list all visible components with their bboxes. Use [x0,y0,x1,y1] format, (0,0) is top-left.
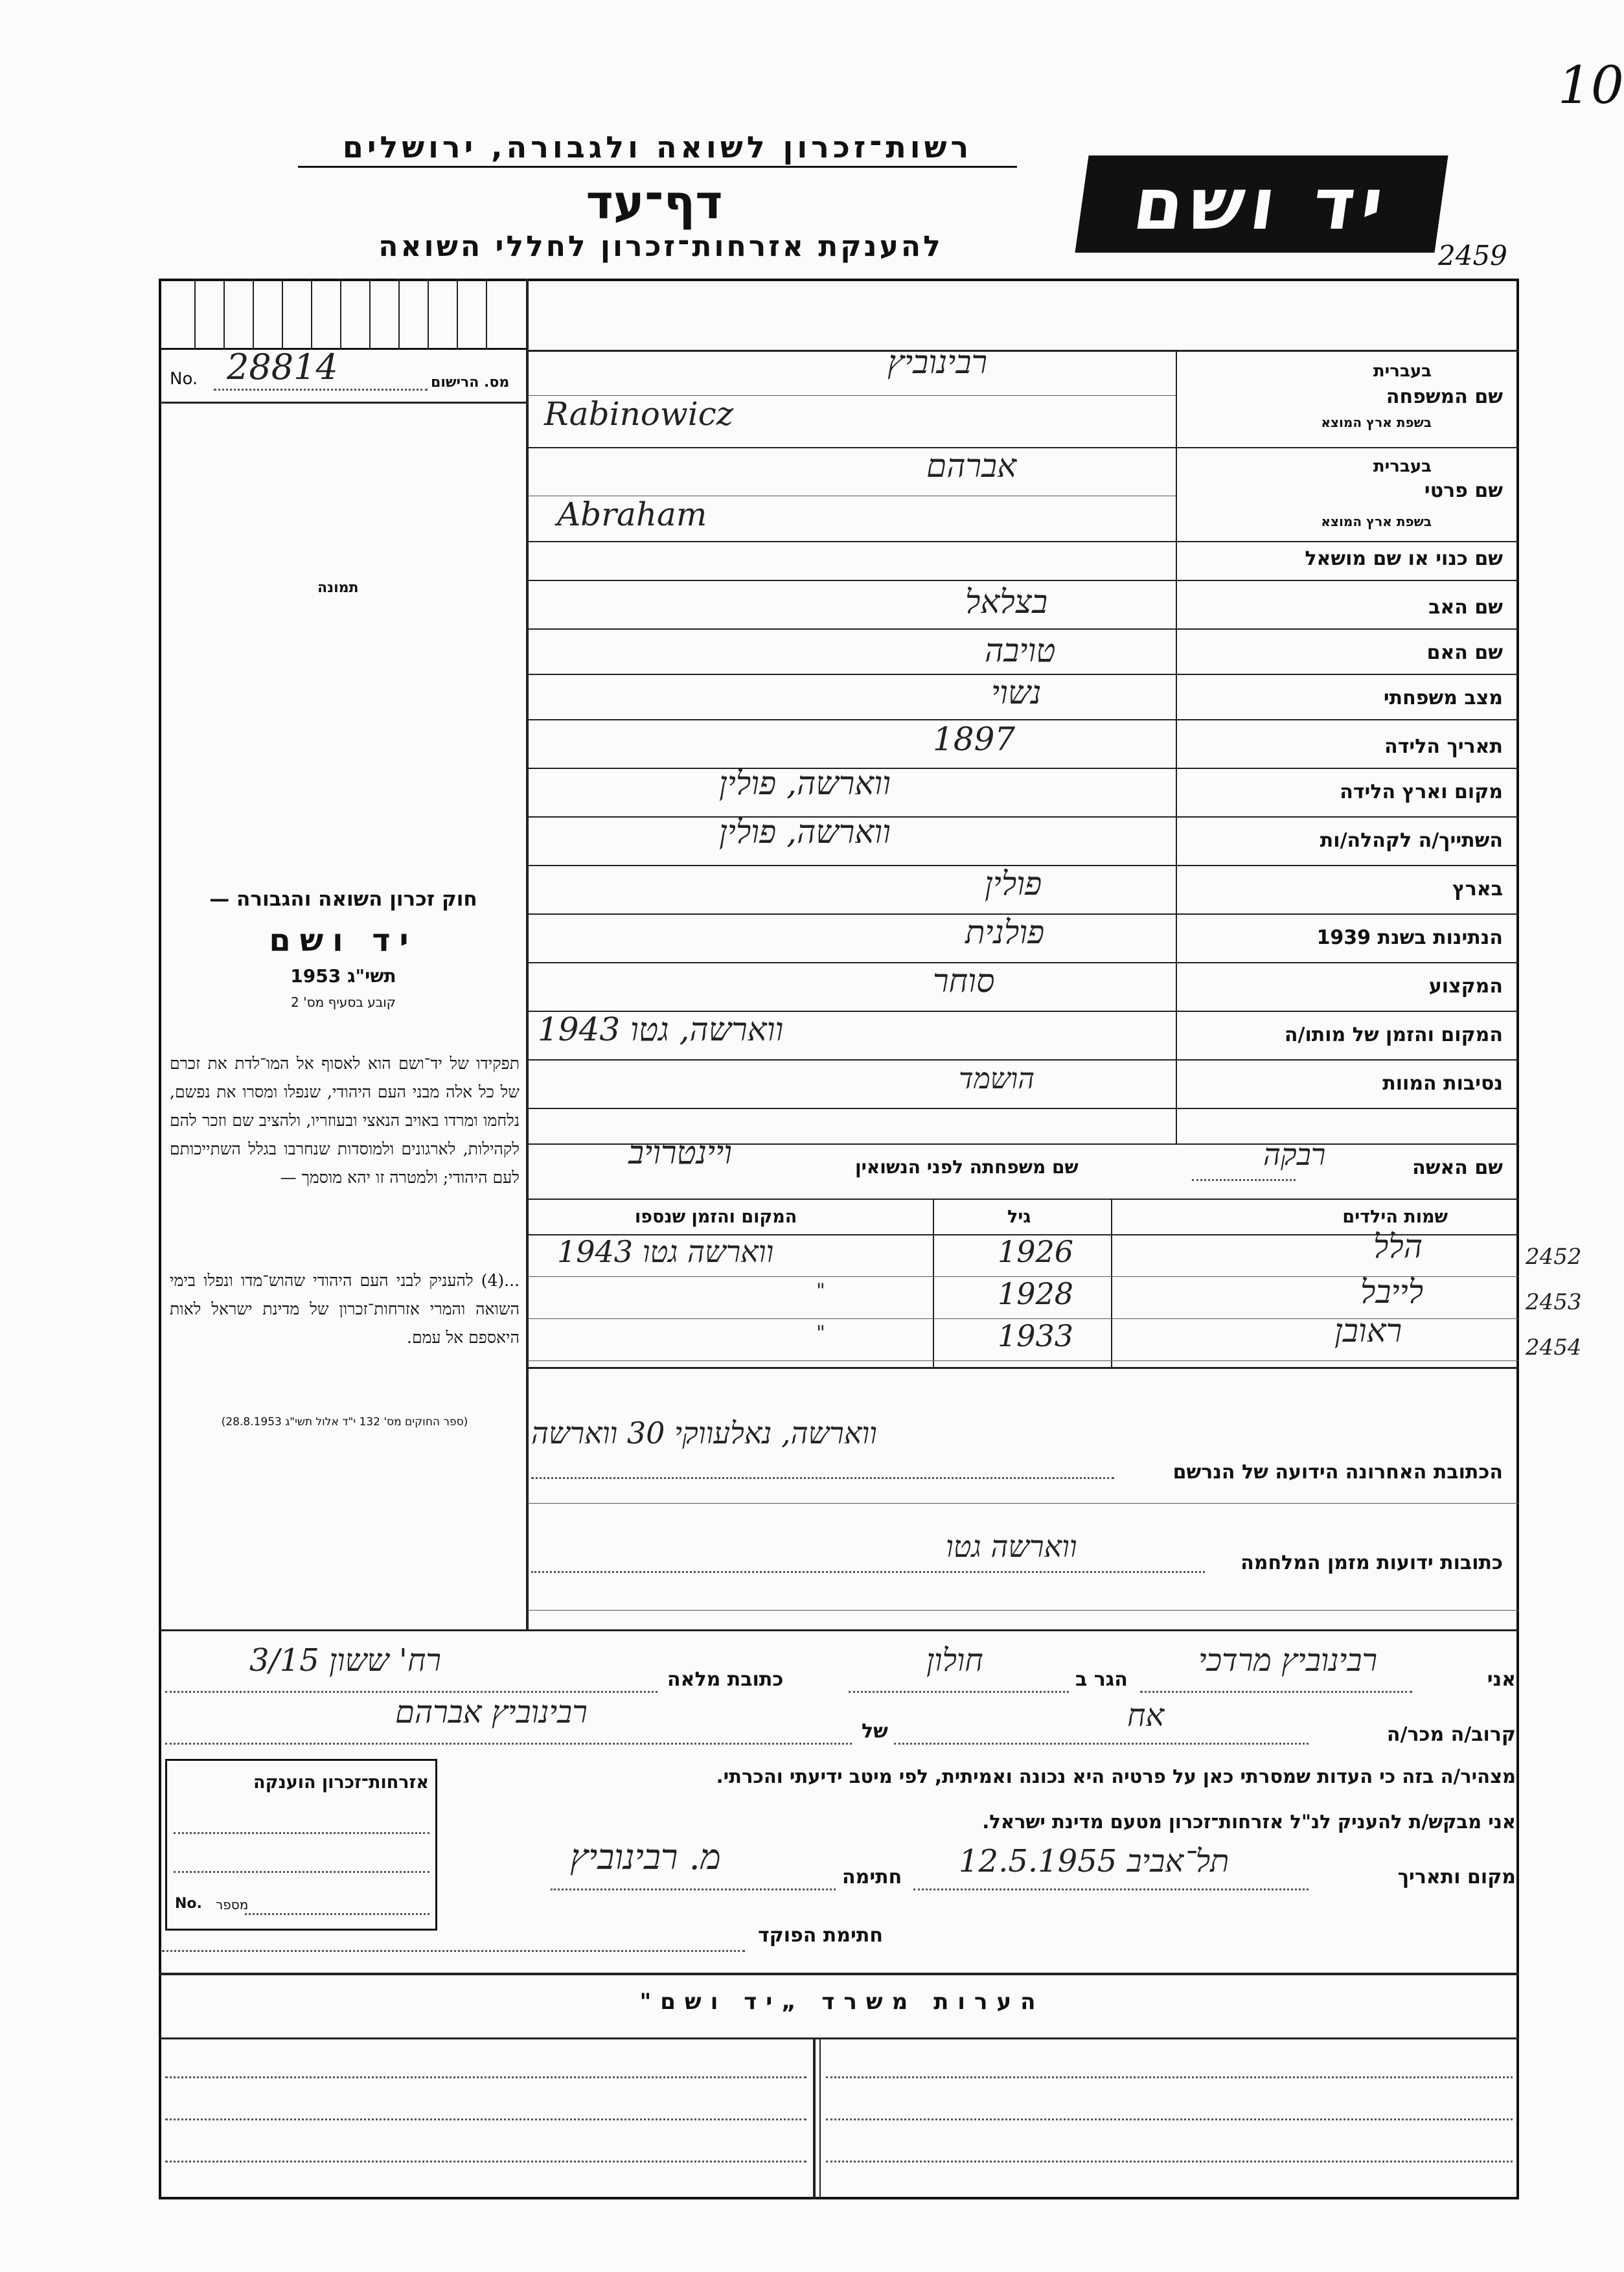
signature-value: מ. רבינוביץ [570,1837,721,1877]
witness-of-label: של [862,1720,888,1743]
last-address-value: ווארשה, נאלעווקי 30 ווארשה [531,1416,877,1451]
mother-label: שם האם [1426,641,1503,664]
firstname-hebrew: אברהם [926,447,1017,485]
law-year: תשי"ג 1953 [290,965,396,987]
maiden-label: שם משפחתה לפני הנשואין [855,1156,1079,1178]
officer-signature-label: חתימת הפוקד [758,1924,883,1947]
surname-origin: Rabinowicz [544,395,734,433]
witness-declaration: מצהיר/ה בזה כי העדות שמסרתי כאן על פרטיה היא נכונה ואמיתית, לפי מיטב ידיעתי והכרתי. [716,1765,1516,1787]
profession-value: סוחר [933,962,995,1000]
profession-label: המקצוע [1428,975,1503,998]
child-2-age: 1928 [998,1276,1074,1311]
surname-label: שם המשפחה [1386,385,1503,408]
witness-relative-label: קרוב/ה מכר/ה [1386,1723,1516,1746]
community-label: השתייך/ה לקהלה/ות [1320,829,1503,852]
death-label: המקום והזמן של מותו/ה [1284,1024,1503,1046]
wife-label: שם האשה [1412,1156,1503,1179]
witness-request: אני מבקש/ת להעניק לנ"ל אזרחות־זכרון מטעם מדינת ישראל. [982,1811,1516,1833]
law-text: תפקידו של יד־ושם הוא לאסוף אל המו־לדת את זכרם של כל אלה מבני העם היהודי, שנפלו ומסרו את נפשם, נלחמו ומרדו באויב הנאצי ובעוזריו, ולהציב שם וזכר להם לקהילות, לארגונים ולמוסדות שנחרבו בגלל השתייכותם לעם היהודי; ולמטרה זו יהא מוסמך — [170,1054,520,1187]
children-header-names: שמות הילדים [1342,1207,1448,1227]
surname-hebrew: רבינוביץ [887,343,988,381]
citizenship-box-number-label: מספר [216,1897,249,1912]
photo-label: תמונה [317,580,359,596]
child-1-place: ווארשה גטו 1943 [557,1234,774,1269]
citizenship-box-title: אזרחות־זכרון הוענקה [253,1773,429,1793]
form-subtitle: להענקת אזרחות־זכרון לחללי השואה [378,230,943,263]
witness-name: רבינוביץ מרדכי [1198,1642,1378,1679]
law-text-2: ...(4) להעניק לבני העם היהודי שהוש־מדו ונפלו בימי השואה והמרי אזרחות־זכרון של מדינת ישראל לאות היאספם אל עמם. [170,1271,520,1347]
birthplace-value: ווארשה, פולין [719,764,891,802]
law-reference: (ספר החוקים מס' 132 י"ד אלול תשי"ג 28.8.1953) [221,1416,468,1429]
father-label: שם האב [1428,596,1503,619]
surname-origin-label: בשפת ארץ המוצא [1321,415,1432,430]
birthplace-label: מקום וארץ הלידה [1340,781,1503,803]
community-value: ווארשה, פולין [719,813,891,851]
registration-no-label: No. [170,369,198,389]
child-1-age: 1926 [998,1234,1074,1269]
witness-i-label: אני [1487,1668,1516,1691]
child-3-place: " [816,1322,825,1344]
registration-number: 28814 [227,347,338,387]
child-3-age: 1933 [998,1318,1074,1353]
law-name: יד ושם [269,923,418,959]
death-cause-label: נסיבות המוות [1382,1072,1503,1095]
law-block [165,888,521,1010]
law-clause: קובע בסעיף מס' 2 [291,994,396,1010]
war-address-value: ווארשה גטו [946,1529,1077,1564]
death-value: ווארשה, גטו 1943 [538,1011,784,1048]
office-remarks-title: הערות משרד „יד ושם" [639,1989,1045,2015]
place-date-label: מקום ותאריך [1397,1866,1516,1888]
firstname-origin: Abraham [557,496,707,533]
country-label: בארץ [1452,878,1503,901]
citizenship-label: הנתינות בשנת 1939 [1316,926,1503,949]
father-value: בצלאל [965,583,1048,621]
child-3-name: ראובן [1334,1312,1402,1349]
left-column-divider [526,279,529,1629]
mother-value: טויבה [985,632,1056,669]
firstname-label: שם פרטי [1424,479,1503,502]
child-1-ref: 2452 [1526,1244,1582,1270]
birthdate-value: 1897 [933,720,1016,758]
page-number: 10 [1558,55,1624,115]
death-cause-value: הושמד [959,1062,1035,1096]
child-2-name: לייבל [1360,1273,1424,1311]
war-address-label: כתובות ידועות מזמן המלחמה [1241,1552,1503,1574]
law-title: חוק זכרון השואה והגבורה — [209,888,477,911]
label-column-divider [1176,350,1177,1143]
witness-resides-label: הגר ב [1075,1668,1128,1691]
signature-label: חתימה [842,1866,902,1888]
birthdate-label: תאריך הלידה [1384,735,1503,758]
nickname-label: שם כנוי או שם מושאל [1305,547,1503,570]
file-number: 2459 [1438,240,1507,271]
children-header-age: גיל [1007,1207,1031,1227]
wife-value: רבקה [1263,1137,1326,1172]
registration-label: מס. הרישום [431,374,510,391]
child-1-name: הלל [1373,1228,1423,1265]
place-date-value: תל־אביב 12.5.1955 [959,1843,1229,1879]
citizenship-value: פולנית [965,913,1045,951]
witness-address-label: כתובת מלאה [667,1668,784,1691]
witness-city: חולון [926,1642,983,1679]
children-header-place: המקום והזמן שנספו [635,1207,797,1227]
country-value: פולין [985,865,1042,902]
marital-label: מצב משפחתי [1383,687,1503,709]
authority-line: רשות־זכרון לשואה ולגבורה, ירושלים [298,130,1017,168]
citizenship-box-no-label: No. [175,1896,202,1912]
yad-vashem-logo: יד ושם [1075,155,1448,253]
last-address-label: הכתובת האחרונה הידועה של הנרשם [1172,1461,1503,1484]
witness-of-value: רבינוביץ אברהם [395,1694,588,1730]
child-3-ref: 2454 [1526,1335,1582,1360]
witness-address: רח' ששון 3/15 [249,1642,441,1679]
maiden-value: ויינטרויב [628,1134,733,1171]
marital-value: נשוי [991,674,1042,711]
citizenship-box [165,1759,437,1931]
form-title: דף־עד [586,175,723,229]
top-strip [159,279,528,350]
witness-relation: אח [1127,1697,1165,1734]
child-2-place: " [816,1279,825,1302]
surname-hebrew-label: בעברית [1373,361,1432,381]
firstname-hebrew-label: בעברית [1373,457,1432,476]
child-2-ref: 2453 [1526,1289,1582,1315]
firstname-origin-label: בשפת ארץ המוצא [1321,514,1432,529]
